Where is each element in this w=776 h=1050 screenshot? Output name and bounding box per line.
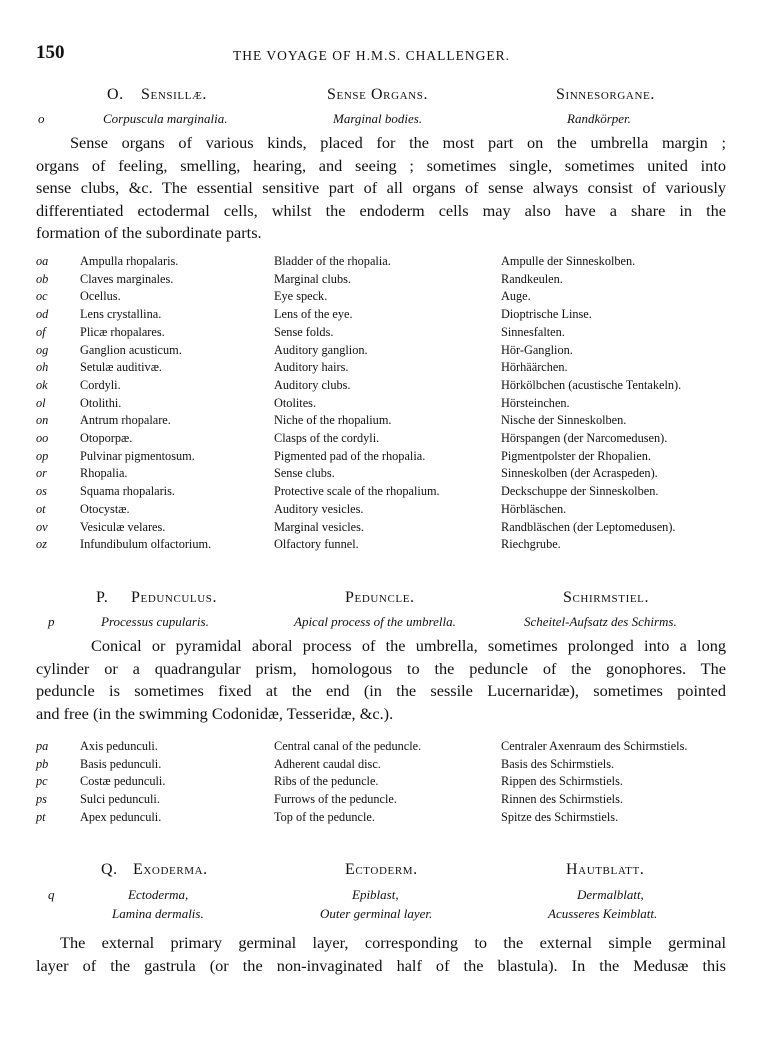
running-head: THE VOYAGE OF H.M.S. CHALLENGER. — [233, 48, 511, 63]
section-o-abbr: o — [38, 111, 45, 126]
term-latin: Antrum rhopalare. — [80, 413, 171, 428]
term-abbr: op — [36, 448, 49, 463]
term-english: Auditory clubs. — [274, 377, 351, 392]
section-q-paragraph — [36, 932, 726, 977]
term-german: Hörsteinchen. — [501, 395, 570, 410]
section-p-german-title: Schirmstiel. — [563, 589, 650, 606]
section-p-sub-english: Apical process of the umbrella. — [294, 614, 456, 629]
term-english: Auditory ganglion. — [274, 342, 368, 357]
term-abbr: os — [36, 484, 47, 499]
term-german: Pigmentpolster der Rhopalien. — [501, 448, 651, 463]
term-english: Olfactory funnel. — [274, 537, 359, 552]
term-row — [0, 810, 776, 828]
term-german: Hörspangen (der Narcomedusen). — [501, 431, 668, 445]
term-german: Sinnesfalten. — [501, 324, 565, 339]
section-o-subheading — [0, 111, 776, 131]
paragraph-line: layer of the gastrula (or the non-invaginated half of the blastula). In the Medusæ this — [36, 955, 726, 975]
term-latin: Lens crystallina. — [80, 307, 162, 322]
term-row — [0, 502, 776, 520]
term-german: Rippen des Schirmstiels. — [501, 774, 623, 789]
term-german: Deckschuppe der Sinneskolben. — [501, 484, 659, 499]
term-abbr: or — [36, 466, 47, 481]
section-q-sub-german-2: Acusseres Keimblatt. — [548, 906, 658, 921]
term-latin: Otolithi. — [80, 395, 122, 410]
term-english: Lens of the eye. — [274, 307, 353, 322]
section-q-subheading-1 — [0, 887, 776, 907]
paragraph-line: differentiated ectodermal cells, whilst the endoderm cells may also have a share in the — [36, 200, 726, 220]
term-row — [0, 792, 776, 810]
section-o-paragraph — [36, 132, 726, 245]
section-q-sub-latin-2: Lamina dermalis. — [112, 906, 204, 921]
section-o-sub-latin: Corpuscula marginalia. — [103, 111, 228, 126]
term-abbr: of — [36, 324, 46, 339]
section-o-latin-title: Sensillæ. — [141, 86, 207, 103]
term-english: Furrows of the peduncle. — [274, 792, 397, 807]
section-p-abbr: p — [48, 614, 55, 629]
term-abbr: ok — [36, 377, 48, 392]
term-english: Eye speck. — [274, 289, 328, 304]
term-latin: Rhopalia. — [80, 466, 128, 481]
term-english: Pigmented pad of the rhopalia. — [274, 448, 426, 463]
term-latin: Axis pedunculi. — [80, 739, 158, 753]
term-row — [0, 466, 776, 484]
term-abbr: oa — [36, 254, 49, 268]
term-german: Sinneskolben (der Acraspeden). — [501, 466, 658, 481]
term-english: Auditory hairs. — [274, 360, 349, 375]
term-row — [0, 254, 776, 272]
term-latin: Costæ pedunculi. — [80, 774, 166, 789]
term-abbr: on — [36, 413, 49, 428]
section-p-sub-latin: Processus cupularis. — [101, 614, 209, 629]
term-abbr: oc — [36, 289, 48, 304]
term-english: Marginal vesicles. — [274, 519, 364, 534]
section-p-latin-title: Pedunculus. — [131, 589, 218, 606]
term-row — [0, 307, 776, 325]
term-row — [0, 449, 776, 467]
section-q-subheading-2 — [0, 906, 776, 926]
term-latin: Ganglion acusticum. — [80, 342, 182, 357]
section-q-latin-title: Exoderma. — [133, 861, 208, 878]
term-abbr: ot — [36, 501, 46, 516]
paragraph-line: organs of feeling, smelling, hearing, and seeing ; sometimes single, sometimes united into — [36, 155, 726, 175]
term-latin: Apex pedunculi. — [80, 809, 162, 824]
term-row — [0, 757, 776, 775]
paragraph-line: peduncle is sometimes fixed at the end (in the sessile Lucernaridæ), sometimes pointed — [36, 681, 726, 700]
term-german: Nische der Sinneskolben. — [501, 413, 627, 428]
term-english: Top of the peduncle. — [274, 809, 375, 824]
term-latin: Ocellus. — [80, 289, 121, 304]
term-row — [0, 360, 776, 378]
term-row — [0, 289, 776, 307]
section-q-sub-german: Dermalblatt, — [577, 887, 644, 902]
paragraph-line: sense clubs, &c. The essential sensitive part of all organs of sense always consist of variously — [36, 178, 726, 197]
section-p-sub-german: Scheitel-Aufsatz des Schirms. — [524, 614, 677, 629]
section-p-paragraph — [36, 635, 726, 725]
term-abbr: od — [36, 307, 49, 322]
term-german: Riechgrube. — [501, 537, 561, 552]
term-abbr: ov — [36, 519, 48, 534]
term-row — [0, 739, 776, 757]
term-abbr: oz — [36, 537, 47, 552]
paragraph-line: Conical or pyramidal aboral process of the umbrella, sometimes prolonged into a long — [91, 636, 726, 655]
term-german: Hörkölbchen (acustische Tentakeln). — [501, 377, 682, 392]
section-p-letter: P. — [96, 589, 109, 606]
term-abbr: oh — [36, 360, 49, 375]
page-number: 150 — [36, 42, 65, 63]
term-row — [0, 378, 776, 396]
term-latin: Ampulla rhopalaris. — [80, 254, 179, 268]
term-german: Hörbläschen. — [501, 501, 567, 516]
term-latin: Infundibulum olfactorium. — [80, 537, 212, 552]
section-q-sub-english: Epiblast, — [352, 887, 399, 902]
term-latin: Vesiculæ velares. — [80, 519, 166, 534]
term-row — [0, 413, 776, 431]
term-latin: Claves marginales. — [80, 271, 174, 286]
term-abbr: ps — [36, 792, 47, 807]
term-german: Centraler Axenraum des Schirmstiels. — [501, 739, 688, 753]
term-german: Hör-Ganglion. — [501, 342, 573, 357]
section-o-german-title: Sinnesorgane. — [556, 86, 655, 103]
paragraph-line: The external primary germinal layer, corresponding to the external simple germinal — [60, 933, 726, 952]
section-q-heading — [0, 861, 776, 887]
term-latin: Squama rhopalaris. — [80, 484, 175, 499]
term-english: Ribs of the peduncle. — [274, 774, 379, 789]
section-o-sub-german: Randkörper. — [567, 111, 631, 126]
section-p-subheading — [0, 614, 776, 634]
term-row — [0, 272, 776, 290]
term-german: Hörhäärchen. — [501, 360, 568, 375]
term-latin: Otocystæ. — [80, 501, 130, 516]
term-latin: Cordyli. — [80, 377, 121, 392]
section-q-german-title: Hautblatt. — [566, 861, 645, 878]
paragraph-line: Sense organs of various kinds, placed for the most part on the umbrella margin ; — [70, 133, 726, 152]
term-english: Auditory vesicles. — [274, 501, 364, 516]
term-german: Randkeulen. — [501, 271, 563, 286]
section-p-english-title: Peduncle. — [345, 589, 415, 606]
term-row — [0, 484, 776, 502]
term-english: Otolites. — [274, 395, 317, 410]
term-english: Adherent caudal disc. — [274, 756, 381, 771]
term-abbr: pa — [36, 739, 49, 753]
term-german: Auge. — [501, 289, 531, 304]
term-abbr: og — [36, 342, 49, 357]
term-latin: Plicæ rhopalares. — [80, 324, 165, 339]
term-english: Sense folds. — [274, 324, 334, 339]
section-o-heading — [0, 86, 776, 112]
term-latin: Otoporpæ. — [80, 431, 133, 445]
term-english: Clasps of the cordyli. — [274, 431, 380, 445]
term-german: Ampulle der Sinneskolben. — [501, 254, 636, 268]
paragraph-line: cylinder or a quadrangular prism, homologous to the peduncle of the gonophores. The — [36, 658, 726, 678]
term-abbr: oo — [36, 431, 49, 445]
term-row — [0, 431, 776, 449]
term-abbr: ob — [36, 271, 49, 286]
term-row — [0, 396, 776, 414]
term-latin: Basis pedunculi. — [80, 756, 162, 771]
term-german: Randbläschen (der Leptomedusen). — [501, 519, 676, 534]
term-english: Sense clubs. — [274, 466, 335, 481]
section-q-abbr: q — [48, 887, 55, 902]
section-q-sub-english-2: Outer germinal layer. — [320, 906, 433, 921]
term-german: Rinnen des Schirmstiels. — [501, 792, 623, 807]
term-latin: Setulæ auditivæ. — [80, 360, 162, 375]
section-o-english-title: Sense Organs. — [327, 86, 429, 103]
term-english: Marginal clubs. — [274, 271, 351, 286]
term-english: Protective scale of the rhopalium. — [274, 484, 440, 499]
term-german: Dioptrische Linse. — [501, 307, 592, 322]
section-q-sub-latin: Ectoderma, — [128, 887, 189, 902]
term-row — [0, 520, 776, 538]
term-german: Spitze des Schirmstiels. — [501, 809, 619, 824]
term-row — [0, 537, 776, 555]
term-abbr: pt — [36, 809, 46, 824]
term-row — [0, 774, 776, 792]
term-abbr: pb — [36, 756, 49, 771]
term-german: Basis des Schirmstiels. — [501, 756, 615, 771]
section-q-letter: Q. — [101, 861, 118, 878]
term-english: Niche of the rhopalium. — [274, 413, 392, 428]
term-latin: Sulci pedunculi. — [80, 792, 160, 807]
section-q-english-title: Ectoderm. — [345, 861, 418, 878]
term-abbr: pc — [36, 774, 48, 789]
paragraph-line: formation of the subordinate parts. — [36, 223, 262, 242]
term-english: Central canal of the peduncle. — [274, 739, 422, 753]
term-row — [0, 325, 776, 343]
term-english: Bladder of the rhopalia. — [274, 254, 391, 268]
term-abbr: ol — [36, 395, 46, 410]
section-o-sub-english: Marginal bodies. — [333, 111, 423, 126]
term-row — [0, 343, 776, 361]
section-p-heading — [0, 589, 776, 615]
section-o-letter: O. — [107, 86, 124, 103]
paragraph-line: and free (in the swimming Codonidæ, Tesseridæ, &c.). — [36, 703, 394, 723]
term-latin: Pulvinar pigmentosum. — [80, 448, 195, 463]
